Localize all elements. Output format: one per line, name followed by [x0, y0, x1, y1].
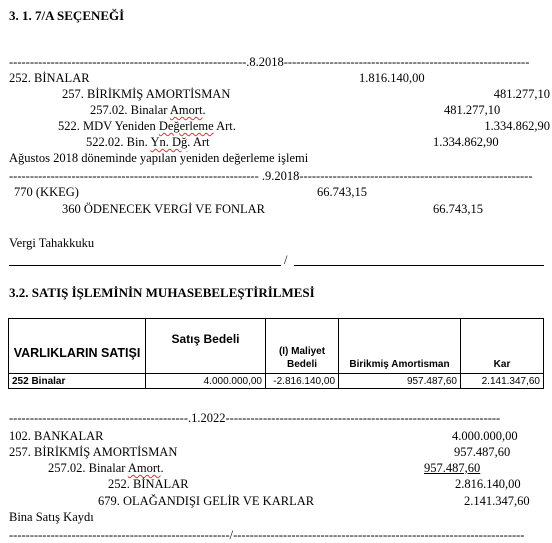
section-title-1: 3. 1. 7/A SEÇENEĞİ	[9, 8, 125, 23]
table-cell: -2.816.140,00	[266, 374, 339, 389]
sale-table	[8, 318, 544, 389]
table-cell: 957.487,60	[339, 374, 461, 389]
journal-separator: -------------------------------------------.1.2022------------------------------------------------------------------	[9, 411, 501, 425]
signature-line	[294, 265, 544, 266]
journal-separator: -----------------------------------------------------/----------------------------------------------------------------------	[9, 528, 525, 542]
entry-label: 770 (KKEG)	[14, 185, 79, 199]
entry-label: 252. BİNALAR	[108, 477, 189, 491]
table-row	[9, 374, 544, 389]
table-cell: 252 Binalar	[9, 374, 146, 389]
entry-amount: 1.334.862,90	[484, 119, 550, 133]
entry-note: Ağustos 2018 döneminde yapılan yeniden değerleme işlemi	[9, 151, 309, 165]
entry-amount: 481.277,10	[444, 103, 501, 117]
entry-label: 360 ÖDENECEK VERGİ VE FONLAR	[62, 202, 266, 216]
signature-line	[9, 265, 281, 266]
entry-amount: 1.334.862,90	[433, 135, 499, 149]
column-header: (I) Maliyet Bedeli	[266, 319, 339, 374]
entry-label: 257. BİRİKMİŞ AMORTİSMAN	[9, 445, 178, 459]
entry-amount: 481.277,10	[493, 87, 550, 101]
entry-amount: 2.816.140,00	[455, 477, 521, 491]
entry-amount: 66.743,15	[317, 185, 367, 199]
section-title-2: 3.2. SATIŞ İŞLEMİNİN MUHASEBELEŞTİRİLMESİ	[9, 285, 315, 300]
column-header: Birikmiş Amortisman	[339, 319, 461, 374]
table-cell: 2.141.347,60	[461, 374, 544, 389]
entry-label: 522. MDV Yeniden Değerleme Art.	[58, 119, 236, 133]
table-header-row	[9, 319, 544, 374]
entry-label: 679. OLAĞANDIŞI GELİR VE KARLAR	[98, 494, 315, 508]
entry-label: 252. BİNALAR	[9, 71, 90, 85]
journal-separator: ------------------------------------------------------------ .9.2018--------------------------------------------------------	[9, 169, 533, 183]
entry-amount: 957.487,60	[454, 445, 511, 459]
entry-amount: 66.743,15	[433, 202, 483, 216]
column-header: Kar	[461, 319, 544, 374]
table-cell: 4.000.000,00	[146, 374, 266, 389]
column-header: VARLIKLARIN SATIŞI	[9, 319, 146, 374]
entry-label: 257.02. Binalar Amort.	[48, 461, 164, 475]
entry-note: Vergi Tahakkuku	[9, 236, 95, 250]
entry-amount: 2.141.347,60	[464, 494, 530, 508]
entry-amount: 957.487,60	[424, 461, 481, 475]
entry-amount: 1.816.140,00	[359, 71, 425, 85]
entry-note: Bina Satış Kaydı	[9, 510, 94, 524]
column-header: Satış Bedeli	[146, 319, 266, 374]
entry-amount: 4.000.000,00	[452, 429, 518, 443]
journal-separator: ---------------------------------------------------------.8.2018-----------------------------------------------------------	[9, 55, 530, 69]
slash-divider: /	[284, 253, 288, 267]
entry-label: 102. BANKALAR	[9, 429, 104, 443]
entry-label: 257. BİRİKMİŞ AMORTİSMAN	[62, 87, 231, 101]
entry-label: 522.02. Bin. Yn. Dğ. Art	[86, 135, 210, 149]
entry-label: 257.02. Binalar Amort.	[90, 103, 206, 117]
